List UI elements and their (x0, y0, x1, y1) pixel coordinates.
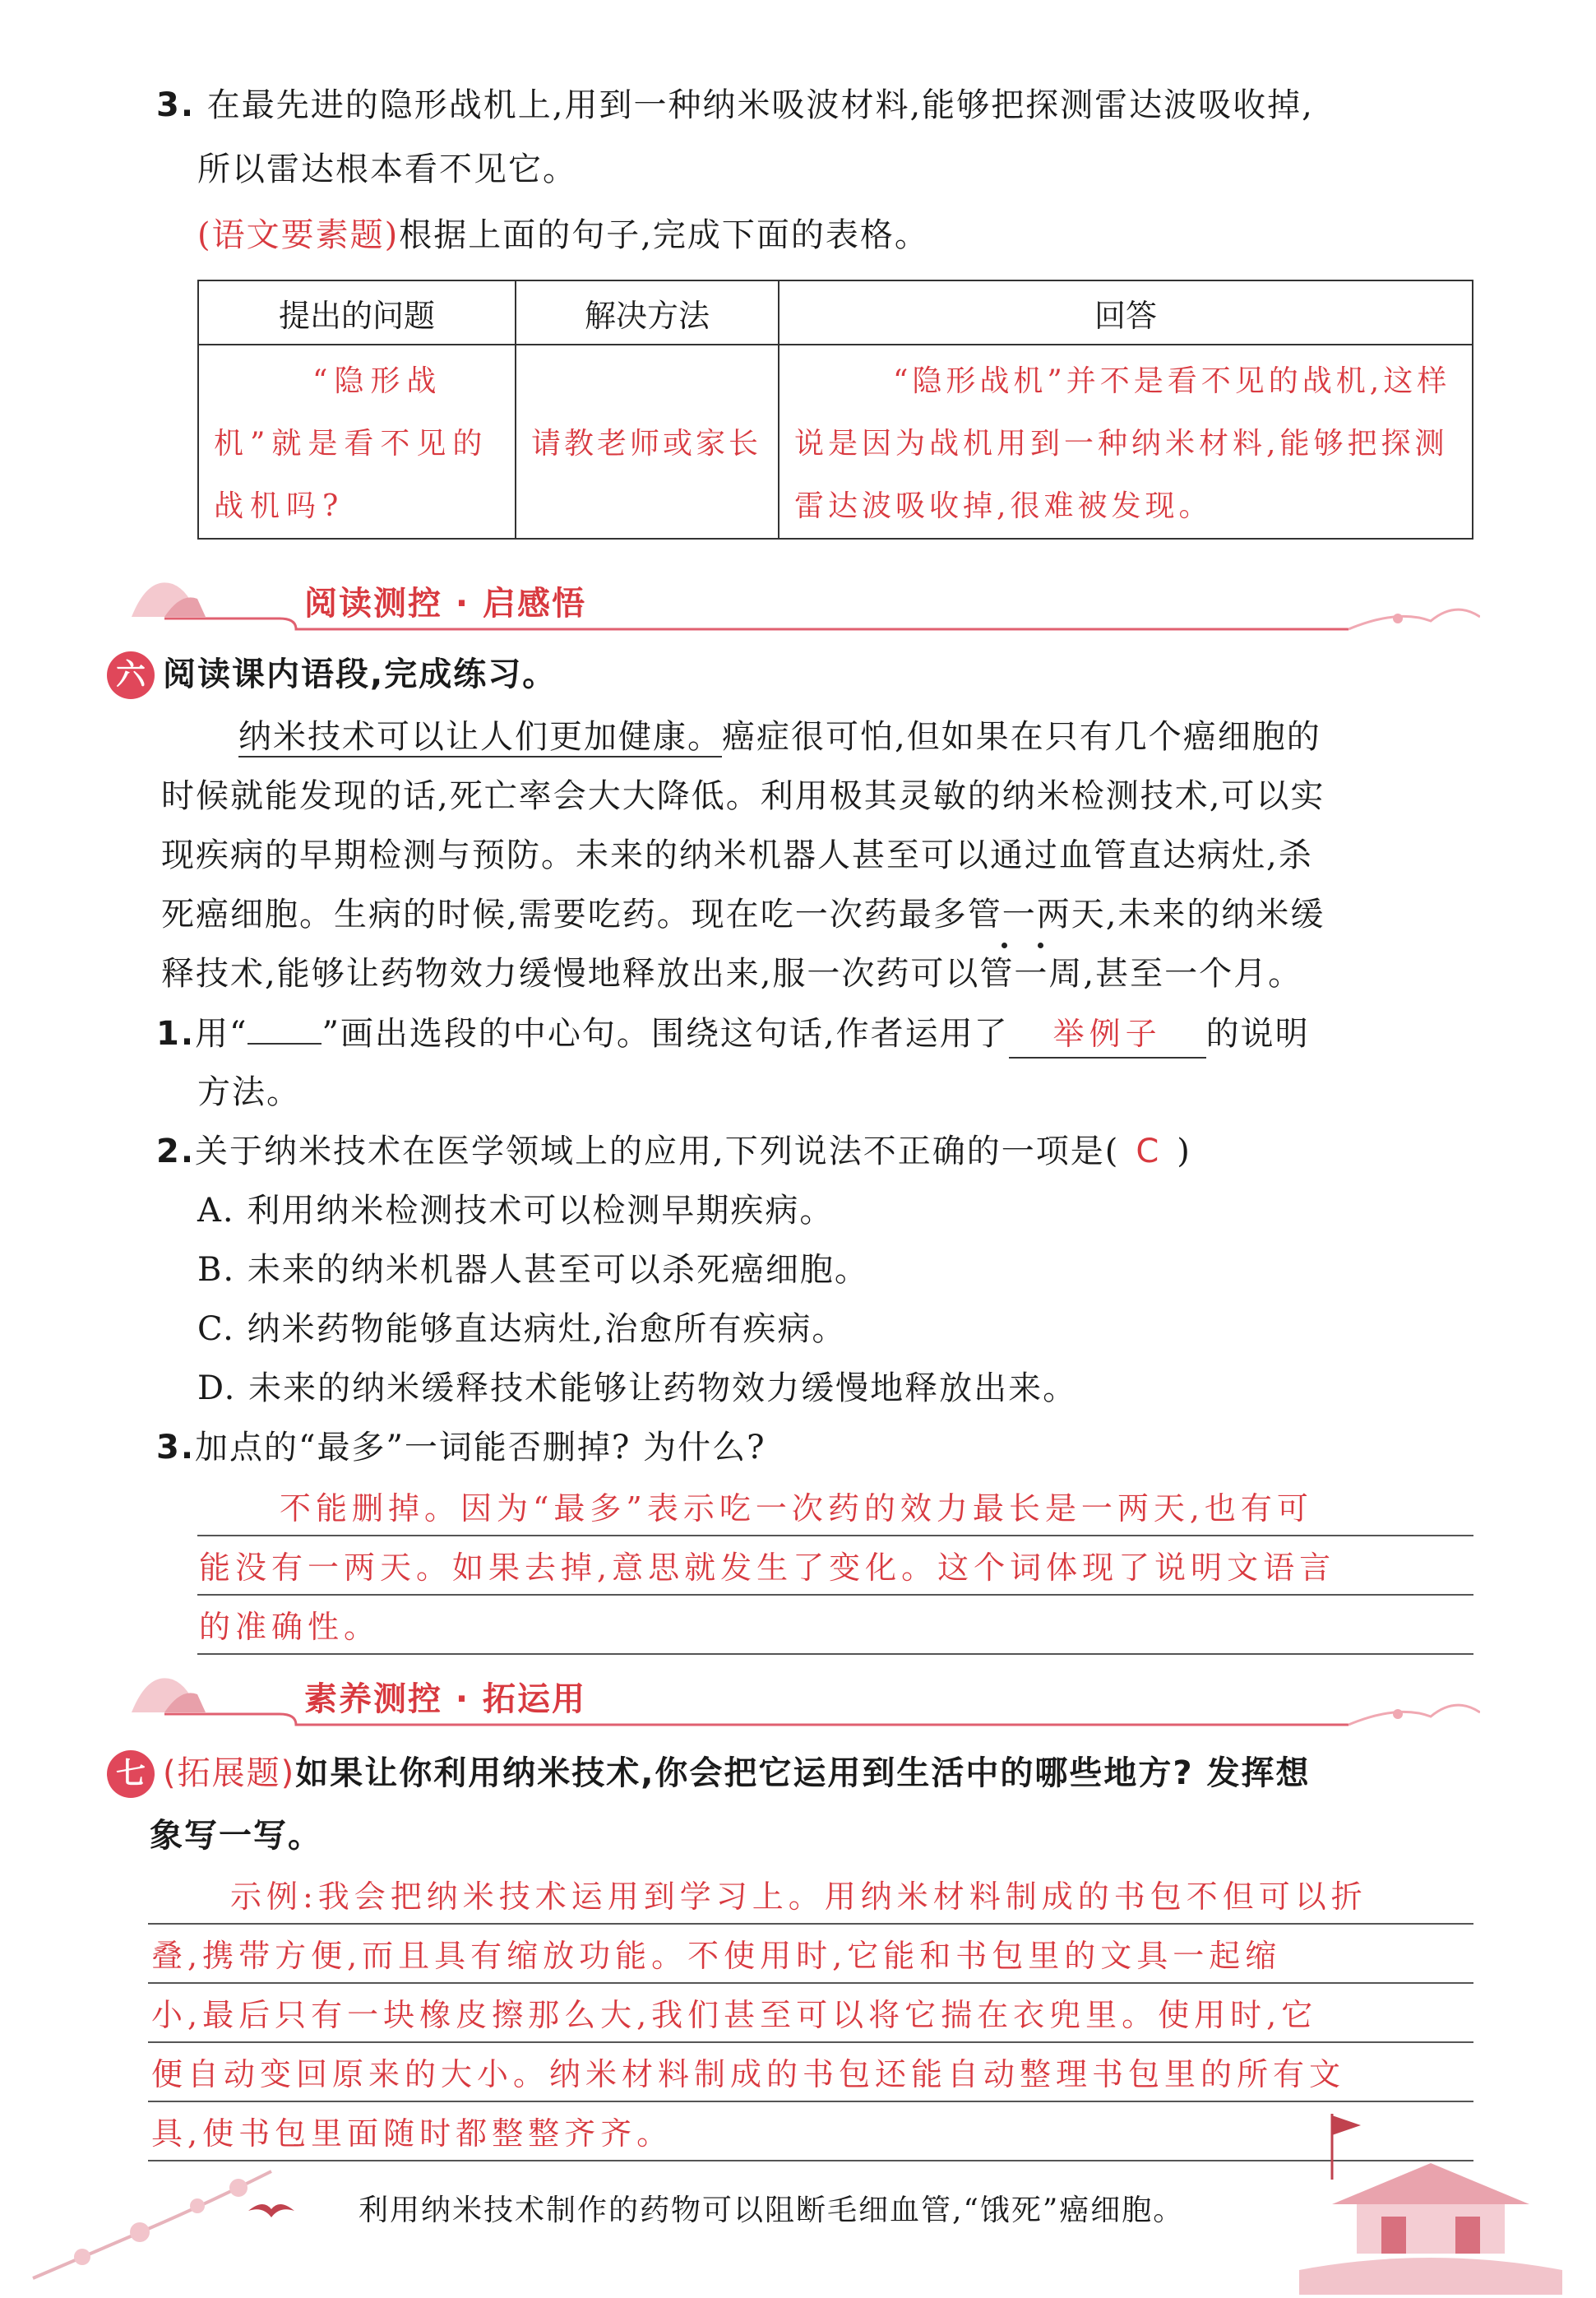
paragraph-line: 现疾病的早期检测与预防。未来的纳米机器人甚至可以通过血管直达病灶,杀 (161, 836, 1313, 874)
paragraph-line: 时候就能发现的话,死亡率会大大降低。利用极其灵敏的纳米检测技术,可以实 (161, 777, 1325, 815)
q3-top-line2: 所以雷达根本看不见它。 (197, 151, 577, 188)
paragraph-line: 死癌细胞。生病的时候,需要吃药。现在吃一次药最多管一两天,未来的纳米缓 (161, 896, 1325, 934)
table-header-row (198, 280, 1473, 345)
answer-rule (148, 2160, 1473, 2161)
table-cell-method: 请教老师或家长 (516, 345, 779, 539)
question-1: 1.用“ ”画出选段的中心句。围绕这句话,作者运用了 举例子 的说明 (156, 1010, 1310, 1059)
part6-instruction: 阅读课内语段,完成练习。 (163, 656, 557, 693)
table-cell-answer: “隐形战机”并不是看不见的战机,这样说是因为战机用到一种纳米材料,能够把探测雷达波吸收掉,很难被发现。 (779, 345, 1473, 539)
section-badge: 六 (107, 651, 155, 699)
answer-line: 具,使书包里面随时都整整齐齐。 (151, 2115, 673, 2152)
answer-rule (148, 2041, 1473, 2043)
paragraph-line: 纳米技术可以让人们更加健康。癌症很可怕,但如果在只有几个癌细胞的 (238, 718, 1321, 756)
answer-line: 能没有一两天。如果去掉,意思就发生了变化。这个词体现了说明文语言 (199, 1550, 1336, 1586)
blank-line (247, 1010, 322, 1045)
center-sentence: 纳米技术可以让人们更加健康。 (238, 718, 722, 756)
answer-line: 的准确性。 (199, 1609, 381, 1645)
answer-rule (148, 1923, 1473, 1925)
answer-rule (148, 2101, 1473, 2102)
q3-top-instruction: (语文要素题)根据上面的句子,完成下面的表格。 (197, 216, 929, 254)
part7-question-cont: 象写一写。 (150, 1817, 322, 1855)
answer-line: 不能删掉。因为“最多”表示吃一次药的效力最长是一两天,也有可 (280, 1490, 1313, 1527)
q3-top-line1: 3. 在最先进的隐形战机上,用到一种纳米吸波材料,能够把探测雷达波吸收掉, (156, 86, 1314, 124)
answer-line: 示例:我会把纳米技术运用到学习上。用纳米材料制成的书包不但可以折 (230, 1879, 1367, 1915)
swallow-icon (247, 2194, 296, 2227)
choice-answer: C (1136, 1133, 1161, 1170)
question-2: 2.关于纳米技术在医学领域上的应用,下列说法不正确的一项是( C ) (156, 1133, 1191, 1170)
part7-question: (拓展题)如果让你利用纳米技术,你会把它运用到生活中的哪些地方? 发挥想 (163, 1754, 1311, 1792)
table-row (198, 345, 1473, 539)
footer-note: 利用纳米技术制作的药物可以阻断毛细血管,“饿死”癌细胞。 (359, 2194, 1185, 2227)
question-tag: (语文要素题) (197, 216, 400, 254)
answer-line: 小,最后只有一块橡皮擦那么大,我们甚至可以将它揣在衣兜里。使用时,它 (151, 1997, 1318, 2033)
section-title-application: 素养测控 · 拓运用 (304, 1680, 587, 1718)
section-badge: 七 (107, 1750, 155, 1798)
table-header: 回答 (779, 280, 1473, 345)
option-item: C. 纳米药物能够直达病灶,治愈所有疾病。 (197, 1310, 847, 1348)
answer-line: 叠,携带方便,而且具有缩放功能。不使用时,它能和书包里的文具一起缩 (151, 1938, 1282, 1974)
question-tag: (拓展题) (163, 1754, 296, 1792)
answer-rule (197, 1535, 1473, 1536)
paragraph-line: 释技术,能够让药物效力缓慢地释放出来,服一次药可以管一周,甚至一个月。 (161, 955, 1303, 993)
section-title-reading: 阅读测控 · 启感悟 (304, 585, 587, 623)
emphasis-dot (1038, 943, 1043, 948)
pavilion-decoration (1283, 2106, 1579, 2295)
option-item: B. 未来的纳米机器人甚至可以杀死癌细胞。 (197, 1251, 869, 1289)
emphasis-dot (1002, 943, 1007, 948)
answer-table (197, 280, 1473, 540)
table-header: 提出的问题 (198, 280, 516, 345)
option-item: A. 利用纳米检测技术可以检测早期疾病。 (197, 1192, 835, 1230)
answer-rule (197, 1594, 1473, 1596)
answer-rule (148, 1982, 1473, 1984)
answer-rule (197, 1653, 1473, 1655)
table-header: 解决方法 (516, 280, 779, 345)
table-cell-question: “隐形战机”就是看不见的战机吗? (198, 345, 516, 539)
question-1-cont: 方法。 (197, 1073, 301, 1111)
option-item: D. 未来的纳米缓释技术能够让药物效力缓慢地释放出来。 (197, 1369, 1078, 1407)
answer-line: 便自动变回原来的大小。纳米材料制成的书包还能自动整理书包里的所有文 (151, 2056, 1346, 2092)
answer-blank: 举例子 (1009, 1011, 1206, 1059)
question-3: 3.加点的“最多”一词能否删掉? 为什么? (156, 1429, 766, 1466)
